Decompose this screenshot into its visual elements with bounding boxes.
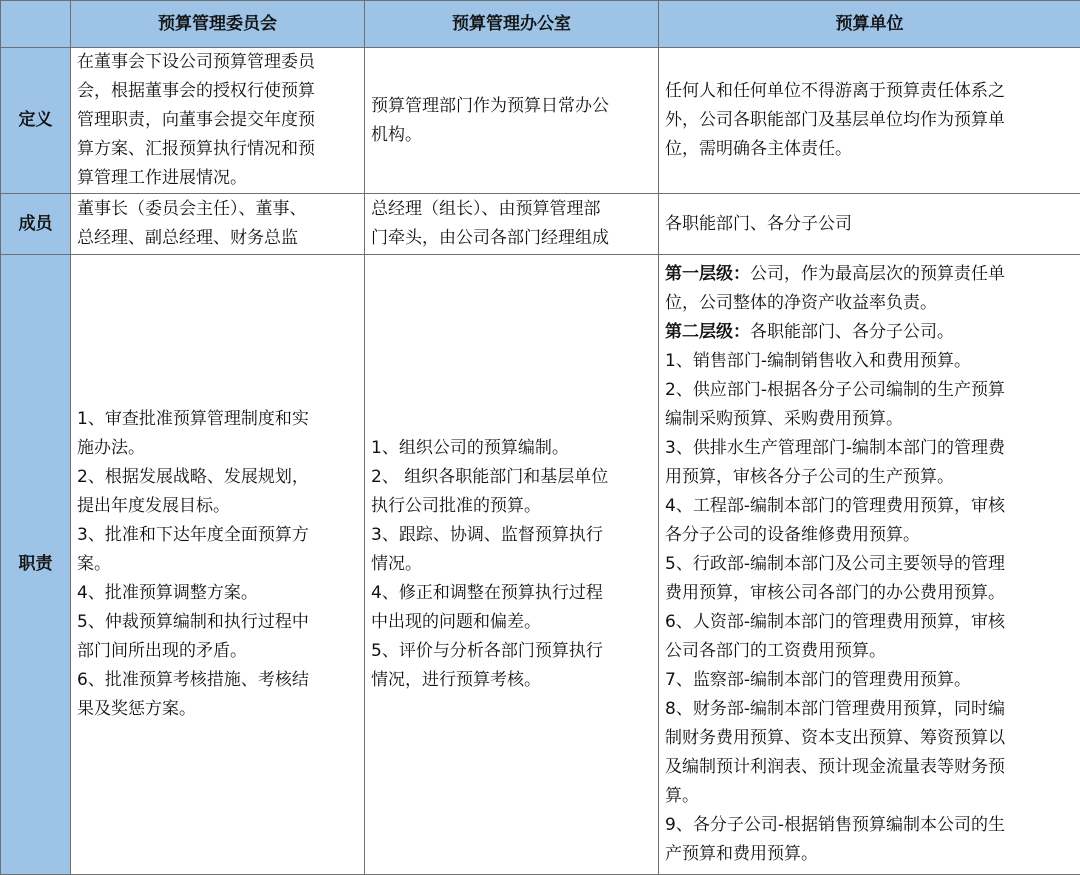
text-line: 用预算，审核各分子公司的生产预算。 <box>665 463 1074 492</box>
text-line: 任何人和任何单位不得游离于预算责任体系之 <box>665 77 1074 106</box>
text-line: 4、批准预算调整方案。 <box>77 579 358 608</box>
text-line: 各职能部门、各分子公司 <box>665 210 1074 239</box>
text-line: 董事长（委员会主任）、董事、 <box>77 195 358 224</box>
members-unit-cell <box>659 194 1080 255</box>
text-line: 施办法。 <box>77 434 358 463</box>
text-line: 预算管理部门作为预算日常办公 <box>371 92 652 121</box>
text-line: 位，公司整体的净资产收益率负责。 <box>665 289 1074 318</box>
level-one-line <box>665 260 1074 289</box>
text-line: 算。 <box>665 782 1074 811</box>
row-definition <box>1 48 1080 194</box>
text-line: 各分子公司的设备维修费用预算。 <box>665 521 1074 550</box>
text-line: 3、跟踪、协调、监督预算执行 <box>371 521 652 550</box>
text-line: 部门间所出现的矛盾。 <box>77 637 358 666</box>
text-line: 产预算和费用预算。 <box>665 840 1074 869</box>
text-line: 总经理（组长）、由预算管理部 <box>371 195 652 224</box>
text-line: 案。 <box>77 550 358 579</box>
text-line: 费用预算，审核公司各部门的办公费用预算。 <box>665 579 1074 608</box>
text-line: 执行公司批准的预算。 <box>371 492 652 521</box>
text-line: 2、供应部门-根据各分子公司编制的生产预算 <box>665 376 1074 405</box>
members-office-cell <box>365 194 659 255</box>
text-line: 9、各分子公司-根据销售预算编制本公司的生 <box>665 811 1074 840</box>
text-line: 1、销售部门-编制销售收入和费用预算。 <box>665 347 1074 376</box>
text-line: 3、批准和下达年度全面预算方 <box>77 521 358 550</box>
text-line: 公司各部门的工资费用预算。 <box>665 637 1074 666</box>
header-office: 预算管理办公室 <box>365 1 659 48</box>
header-committee: 预算管理委员会 <box>71 1 365 48</box>
text-line: 及编制预计利润表、预计现金流量表等财务预 <box>665 753 1074 782</box>
duties-committee-cell <box>71 255 365 875</box>
definition-committee-cell <box>71 48 365 194</box>
text-line: 情况，进行预算考核。 <box>371 666 652 695</box>
text-line: 2、 组织各职能部门和基层单位 <box>371 463 652 492</box>
text-line: 6、人资部-编制本部门的管理费用预算，审核 <box>665 608 1074 637</box>
level-two-label: 第二层级： <box>665 322 750 342</box>
definition-unit-cell <box>659 48 1080 194</box>
text-line: 5、行政部-编制本部门及公司主要领导的管理 <box>665 550 1074 579</box>
text-line: 算方案、汇报预算执行情况和预 <box>77 135 358 164</box>
header-unit: 预算单位 <box>659 1 1080 48</box>
text-line: 情况。 <box>371 550 652 579</box>
duties-unit-cell <box>659 255 1080 875</box>
text-line: 1、审查批准预算管理制度和实 <box>77 405 358 434</box>
text-line: 1、组织公司的预算编制。 <box>371 434 652 463</box>
duties-office-cell <box>365 255 659 875</box>
members-committee-cell <box>71 194 365 255</box>
text-line: 在董事会下设公司预算管理委员 <box>77 48 358 77</box>
text-line: 制财务费用预算、资本支出预算、筹资预算以 <box>665 724 1074 753</box>
row-members <box>1 194 1080 255</box>
text-line: 8、财务部-编制本部门管理费用预算，同时编 <box>665 695 1074 724</box>
text-line: 总经理、副总经理、财务总监 <box>77 224 358 253</box>
row-label-duties: 职责 <box>1 255 71 875</box>
text-line: 门牵头，由公司各部门经理组成 <box>371 224 652 253</box>
level-one-label: 第一层级： <box>665 264 750 284</box>
text-line: 中出现的问题和偏差。 <box>371 608 652 637</box>
text-line: 7、监察部-编制本部门的管理费用预算。 <box>665 666 1074 695</box>
header-row <box>1 1 1080 48</box>
level-one-text: 公司，作为最高层次的预算责任单 <box>750 264 1005 284</box>
text-line: 5、仲裁预算编制和执行过程中 <box>77 608 358 637</box>
text-line: 会，根据董事会的授权行使预算 <box>77 77 358 106</box>
level-two-line <box>665 318 1074 347</box>
text-line: 外，公司各职能部门及基层单位均作为预算单 <box>665 106 1074 135</box>
text-line: 管理职责，向董事会提交年度预 <box>77 106 358 135</box>
text-line: 位，需明确各主体责任。 <box>665 135 1074 164</box>
text-line: 编制采购预算、采购费用预算。 <box>665 405 1074 434</box>
text-line: 提出年度发展目标。 <box>77 492 358 521</box>
text-line: 6、批准预算考核措施、考核结 <box>77 666 358 695</box>
text-line: 果及奖惩方案。 <box>77 695 358 724</box>
row-label-definition: 定义 <box>1 48 71 194</box>
text-line: 2、根据发展战略、发展规划， <box>77 463 358 492</box>
text-line: 5、评价与分析各部门预算执行 <box>371 637 652 666</box>
text-line: 4、修正和调整在预算执行过程 <box>371 579 652 608</box>
row-label-members: 成员 <box>1 194 71 255</box>
text-line: 4、工程部-编制本部门的管理费用预算，审核 <box>665 492 1074 521</box>
level-two-text: 各职能部门、各分子公司。 <box>750 322 954 342</box>
definition-office-cell <box>365 48 659 194</box>
row-duties <box>1 255 1080 875</box>
header-corner <box>1 1 71 48</box>
text-line: 算管理工作进展情况。 <box>77 164 358 193</box>
text-line: 3、供排水生产管理部门-编制本部门的管理费 <box>665 434 1074 463</box>
text-line: 机构。 <box>371 121 652 150</box>
